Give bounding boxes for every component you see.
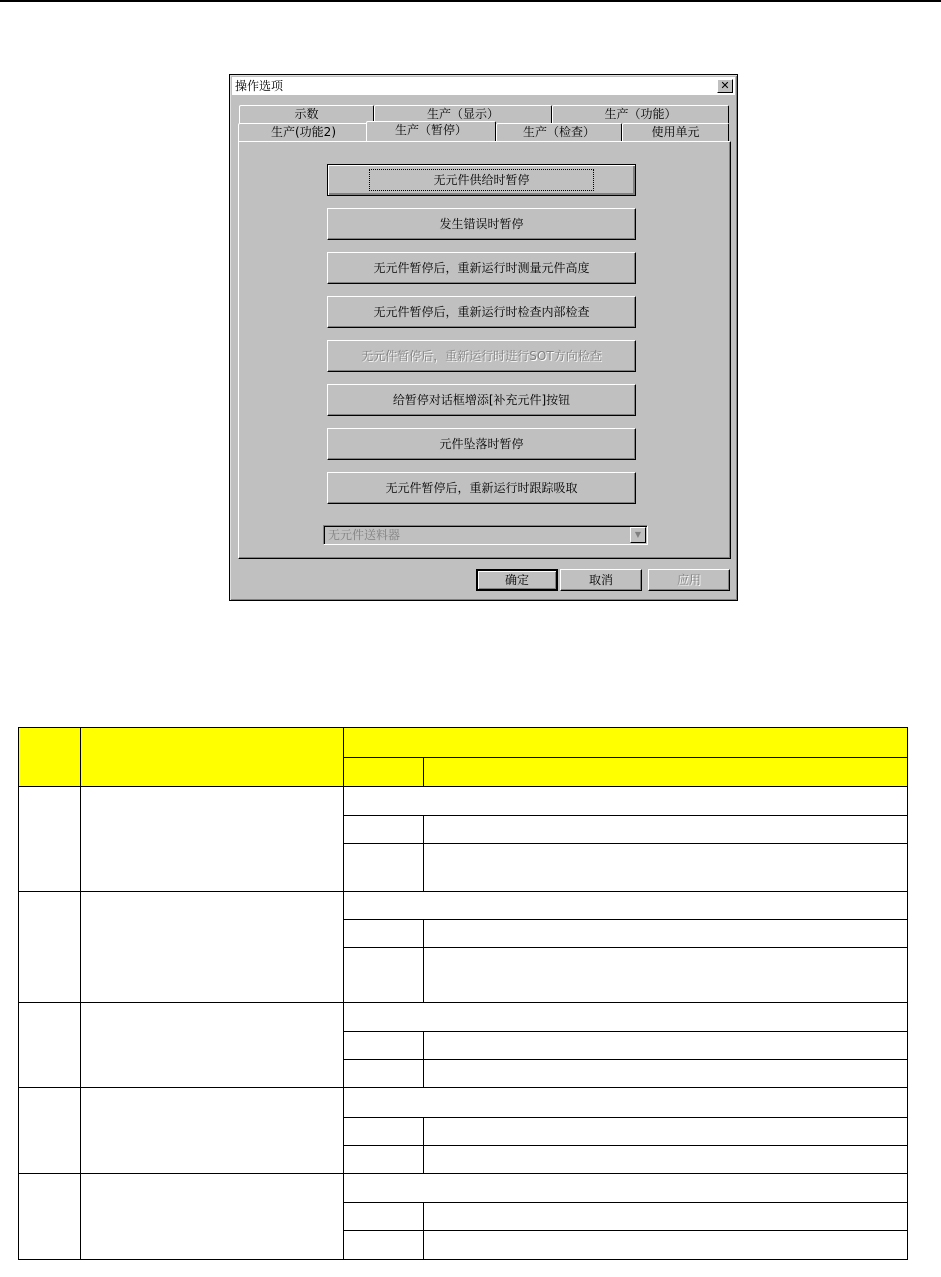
header-number-cell — [19, 728, 81, 787]
measure-height-on-restart-button[interactable]: 无元件暂停后，重新运行时测量元件高度 — [327, 252, 636, 284]
apply-button[interactable]: 应用 — [648, 569, 730, 591]
table-row-item — [81, 1003, 344, 1088]
header-item-cell — [81, 728, 344, 787]
pause-on-no-component-button[interactable]: 无元件供给时暂停 — [327, 164, 636, 196]
table-row-summary — [344, 1088, 908, 1118]
operation-options-dialog — [229, 74, 738, 601]
table-cell-description — [424, 1032, 908, 1060]
table-row-number — [19, 1003, 81, 1088]
tab-production-display[interactable]: 生产（显示） — [374, 105, 552, 123]
pause-on-component-drop-button[interactable]: 元件坠落时暂停 — [327, 428, 636, 460]
table-cell-value — [344, 1203, 424, 1231]
table-row-item — [81, 787, 344, 892]
chevron-down-icon[interactable]: ▼ — [630, 527, 646, 543]
table-row-number — [19, 787, 81, 892]
tab-production-pause[interactable]: 生产（暂停） — [366, 121, 496, 141]
close-icon[interactable]: ✕ — [717, 79, 733, 93]
table-cell-description — [424, 816, 908, 844]
table-cell-description — [424, 948, 908, 1003]
table-cell-description — [424, 844, 908, 892]
table-cell-description — [424, 1060, 908, 1088]
table-cell-value — [344, 1032, 424, 1060]
table-cell-value — [344, 1060, 424, 1088]
header-setting-cell — [344, 728, 908, 758]
feeder-select-value: 无元件送料器 — [328, 528, 401, 542]
internal-check-on-restart-button[interactable]: 无元件暂停后，重新运行时检查内部检查 — [327, 296, 636, 328]
tab-use-unit[interactable]: 使用单元 — [622, 123, 729, 141]
header-description-cell — [424, 758, 908, 787]
sot-direction-check-button[interactable]: 无元件暂停后，重新运行时进行SOT方向检查 — [327, 340, 636, 372]
settings-table — [18, 727, 908, 1260]
table-cell-value — [344, 844, 424, 892]
pause-settings-panel — [238, 141, 731, 559]
header-value-cell — [344, 758, 424, 787]
ok-button[interactable]: 确定 — [476, 569, 558, 591]
tab-production-check[interactable]: 生产（检查） — [496, 123, 622, 141]
table-row-number — [19, 1174, 81, 1260]
table-cell-value — [344, 1118, 424, 1146]
table-cell-value — [344, 816, 424, 844]
dialog-titlebar[interactable] — [232, 77, 735, 95]
table-cell-description — [424, 920, 908, 948]
table-cell-value — [344, 948, 424, 1003]
table-row-item — [81, 1088, 344, 1174]
table-row-number — [19, 1088, 81, 1174]
add-replenish-button-option[interactable]: 给暂停对话框增添[补充元件]按钮 — [327, 384, 636, 416]
track-pickup-on-restart-button[interactable]: 无元件暂停后，重新运行时跟踪吸取 — [327, 472, 636, 504]
table-row-summary — [344, 892, 908, 920]
table-cell-value — [344, 1231, 424, 1260]
table-cell-description — [424, 1118, 908, 1146]
table-row-summary — [344, 787, 908, 816]
table-row-summary — [344, 1174, 908, 1203]
table-row-item — [81, 892, 344, 1003]
table-cell-description — [424, 1231, 908, 1260]
table-row-item — [81, 1174, 344, 1260]
feeder-select[interactable] — [323, 525, 648, 545]
dialog-title: 操作选项 — [235, 79, 284, 93]
table-cell-value — [344, 1146, 424, 1174]
cancel-button[interactable]: 取消 — [560, 569, 642, 591]
table-row-summary — [344, 1003, 908, 1032]
table-row-number — [19, 892, 81, 1003]
page-top-rule — [0, 0, 941, 2]
tab-production-function2[interactable]: 生产(功能2) — [238, 123, 369, 141]
tab-counter[interactable]: 示数 — [239, 105, 374, 123]
pause-on-error-button[interactable]: 发生错误时暂停 — [327, 208, 636, 240]
table-cell-value — [344, 920, 424, 948]
tab-production-function[interactable]: 生产（功能） — [552, 105, 729, 123]
table-cell-description — [424, 1146, 908, 1174]
table-cell-description — [424, 1203, 908, 1231]
